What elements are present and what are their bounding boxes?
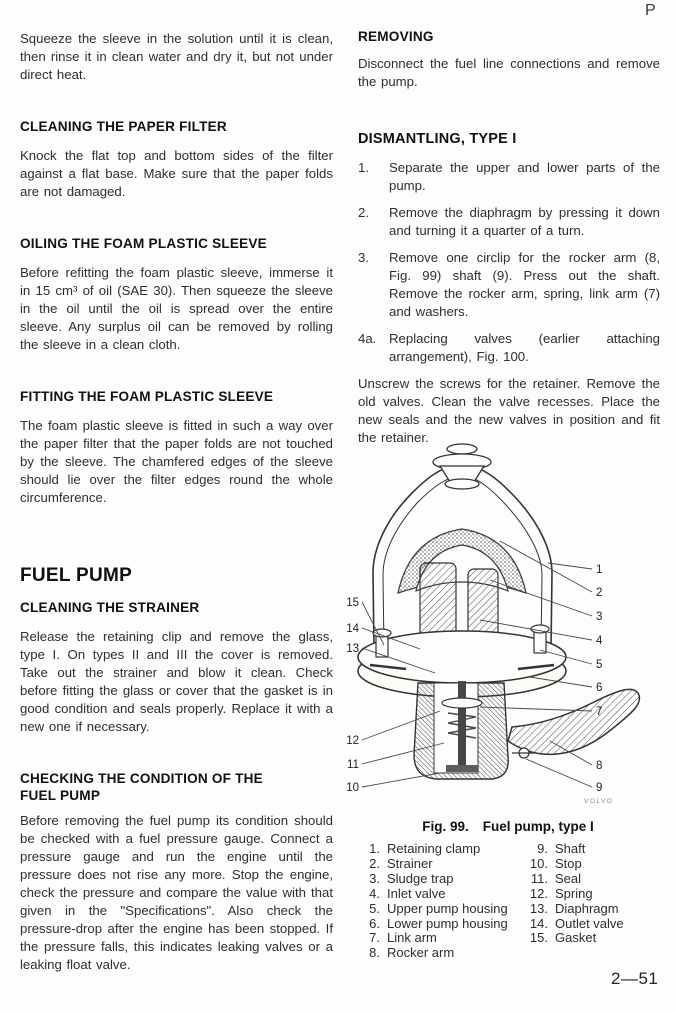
step-4a-extra-paragraph: Unscrew the screws for the retainer. Remove the old valves. Clean the valve recesses. Place the new seals and the new valves in position and fit the retainer. xyxy=(358,376,660,445)
heading-removing: REMOVING xyxy=(358,29,434,44)
heading-dismantling-type-1: DISMANTLING, TYPE I xyxy=(358,131,517,147)
figure-title: Fuel pump, type I xyxy=(482,819,594,834)
part-item xyxy=(526,872,624,887)
paragraph-removing: Disconnect the fuel line connections and remove the pump. xyxy=(358,56,660,89)
callout-7: 7 xyxy=(596,706,603,718)
paragraph-cleaning-strainer: Release the retaining clip and remove the glass, type I. On types II and III the cover is removed. Take out the strainer and blow it clean. Check before fitting the glass or cover that the gasket is in good condition and seals properly. Replace it with a new one if necessary. xyxy=(20,629,333,734)
part-label: Strainer xyxy=(387,855,433,871)
heading-fitting-foam-sleeve: FITTING THE FOAM PLASTIC SLEEVE xyxy=(20,389,274,404)
part-number: 4. xyxy=(369,885,380,901)
part-number: 14. xyxy=(529,915,548,931)
callout-6: 6 xyxy=(596,682,603,694)
page-number: 2—51 xyxy=(611,969,659,988)
part-number: 6. xyxy=(369,915,380,931)
volvo-watermark: VOLVO xyxy=(584,798,614,805)
right-column xyxy=(358,28,660,447)
part-item xyxy=(526,842,624,857)
callout-15: 15 xyxy=(346,597,359,609)
part-item xyxy=(526,902,624,917)
callout-1: 1 xyxy=(596,564,603,576)
part-number: 2. xyxy=(369,855,380,871)
heading-cleaning-paper-filter: CLEANING THE PAPER FILTER xyxy=(20,119,227,134)
part-item xyxy=(366,872,526,887)
heading-checking-condition: CHECKING THE CONDITION OF THE FUEL PUMP xyxy=(20,771,263,803)
callout-2: 2 xyxy=(596,587,603,599)
part-number: 13. xyxy=(529,900,548,916)
callout-numbers-left xyxy=(346,597,359,794)
paragraph-oiling-foam-sleeve: Before refitting the foam plastic sleeve, immerse it in 15 cm³ of oil (SAE 30). Then squeeze the sleeve in the oil until the oil is spread over the entire sleeve. Any surplus oil can be removed by rolling the sleeve in a clean cloth. xyxy=(20,265,333,352)
callout-8: 8 xyxy=(596,760,603,772)
callout-12: 12 xyxy=(346,735,359,747)
part-label: Retaining clamp xyxy=(387,841,481,856)
fuel-pump-figure xyxy=(336,441,660,815)
part-number: 1. xyxy=(369,841,380,856)
step-text: Replacing valves (earlier attaching arrangement), Fig. 100. xyxy=(389,331,660,364)
part-item xyxy=(526,917,624,932)
part-label: Lower pump housing xyxy=(387,915,508,931)
callout-4: 4 xyxy=(596,635,603,647)
dismantling-step-4a xyxy=(358,330,660,366)
part-label: Link arm xyxy=(387,930,437,946)
part-item xyxy=(366,946,526,961)
part-item xyxy=(366,931,526,946)
strainer-dome xyxy=(398,529,526,593)
part-item xyxy=(366,887,526,902)
step-text: Remove the diaphragm by pressing it down and turning it a quarter of a turn. xyxy=(389,205,660,238)
callout-9: 9 xyxy=(596,782,603,794)
part-number: 11. xyxy=(530,870,548,886)
part-label: Outlet valve xyxy=(555,915,624,931)
callout-10: 10 xyxy=(346,782,359,794)
dismantling-step-2 xyxy=(358,204,660,240)
part-number: 10. xyxy=(529,855,548,871)
part-label: Upper pump housing xyxy=(387,900,508,916)
parts-column-1-8 xyxy=(366,842,526,961)
part-number: 7. xyxy=(369,930,380,946)
part-label: Diaphragm xyxy=(555,900,619,916)
step-marker: 4a. xyxy=(358,331,377,346)
dismantling-step-1 xyxy=(358,159,660,195)
paragraph-cleaning-paper-filter: Knock the flat top and bottom sides of the filter against a flat base. Make sure that the paper folds are not damaged. xyxy=(20,148,333,199)
callout-11: 11 xyxy=(347,759,359,771)
part-item xyxy=(366,857,526,872)
part-item xyxy=(526,887,624,902)
heading-oiling-foam-sleeve: OILING THE FOAM PLASTIC SLEEVE xyxy=(20,236,267,251)
parts-list xyxy=(366,842,624,961)
part-label: Sludge trap xyxy=(387,870,454,886)
part-item xyxy=(526,931,624,946)
left-column xyxy=(20,30,333,974)
paragraph-checking-condition: Before removing the fuel pump its condition should be checked with a fuel pressure gauge. Connect a pressure gauge and run the engine until the pressure does not rise any more. Stop the engine, check the pressure and compare the value with that given in the "Specifications". Also check the pressure-drop after the engine has been stopped. If the pressure falls, this indicates leaking valves or a leaking float valve. xyxy=(20,813,333,972)
figure-number: Fig. 99. xyxy=(422,819,469,834)
callout-numbers-right xyxy=(596,564,603,794)
part-label: Seal xyxy=(555,870,582,886)
heading-cleaning-strainer: CLEANING THE STRAINER xyxy=(20,600,200,615)
part-number: 5. xyxy=(369,900,380,916)
part-number: 8. xyxy=(369,945,380,961)
page-corner-letter: P xyxy=(645,2,656,19)
step-marker: 2. xyxy=(358,205,369,220)
part-number: 3. xyxy=(369,870,380,886)
callout-3: 3 xyxy=(596,611,603,623)
figure-caption xyxy=(358,819,658,834)
part-label: Spring xyxy=(555,885,593,901)
part-number: 9. xyxy=(537,841,548,856)
callout-14: 14 xyxy=(346,623,359,635)
part-item xyxy=(366,917,526,932)
callout-13: 13 xyxy=(346,643,359,655)
callout-5: 5 xyxy=(596,659,603,671)
paragraph-fitting-foam-sleeve: The foam plastic sleeve is fitted in such a way over the paper filter that the paper folds are not touched by the sleeve. The chamfered edges of the sleeve should lie over the filter edges round the whole circumference. xyxy=(20,418,333,505)
part-item xyxy=(366,902,526,917)
part-label: Stop xyxy=(555,855,582,871)
part-label: Inlet valve xyxy=(387,885,446,901)
rocker-arm-lever xyxy=(508,689,640,758)
step-text: Separate the upper and lower parts of the pump. xyxy=(389,160,660,193)
step-text: Remove one circlip for the rocker arm (8, Fig. 99) shaft (9). Press out the shaft. Remove the rocker arm, spring, link arm (7) and washers. xyxy=(389,250,660,319)
dismantling-step-3 xyxy=(358,249,660,321)
step-marker: 3. xyxy=(358,250,369,265)
parts-column-9-15 xyxy=(526,842,624,961)
step-marker: 1. xyxy=(358,160,369,175)
fuel-pump-title: FUEL PUMP xyxy=(20,565,133,586)
part-label: Rocker arm xyxy=(387,945,455,961)
part-number: 15. xyxy=(529,930,548,946)
part-number: 12. xyxy=(529,885,548,901)
part-label: Gasket xyxy=(555,930,597,946)
part-item xyxy=(366,842,526,857)
part-item xyxy=(526,857,624,872)
part-label: Shaft xyxy=(555,841,586,856)
intro-paragraph: Squeeze the sleeve in the solution until it is clean, then rinse it in clean water and dry it, but not under direct heat. xyxy=(20,31,333,82)
